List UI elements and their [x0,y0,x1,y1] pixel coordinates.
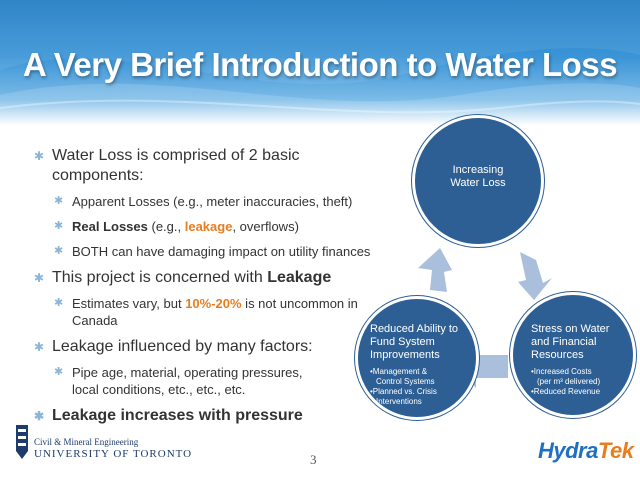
arrow-top-to-right [518,252,552,300]
slide-title: A Very Brief Introduction to Water Loss [22,46,618,83]
bullet-text: Pipe age, material, operating pressures, [72,365,303,380]
node-reduced-ability [355,296,479,420]
logo-part-hydra: Hydra [538,438,598,463]
bullet-text-highlight: leakage [184,219,233,234]
node-stress-on-resources [510,292,636,418]
node-increasing-water-loss [412,115,544,247]
bullet-text-bold: Real Losses [72,219,148,234]
node-label: Fund System [370,336,435,348]
arrow-left-to-top [418,248,452,292]
logo-part-tek: Tek [597,438,634,463]
bullet-star-icon: ✱ [54,195,64,207]
node-sub-label: Interventions [376,397,422,406]
node-sub-label: •Planned vs. Crisis [370,387,437,396]
node-label: Stress on Water [531,323,610,335]
node-label: and Financial [531,336,597,348]
bullet-text: Leakage influenced by many factors: [52,338,313,355]
bullet-star-icon: ✱ [34,271,45,285]
university-name: UNIVERSITY OF TORONTO [34,448,193,460]
bullet-star-icon: ✱ [54,220,64,232]
node-label: Increasing [452,164,504,176]
bullet-star-icon: ✱ [54,366,64,378]
bullet-text: Water Loss is comprised of 2 basic components: [52,147,300,184]
bullet-star-icon: ✱ [34,149,45,163]
node-sub-label: (per m³ delivered) [537,377,601,386]
bullet-text: is not uncommon in Canada [72,296,358,328]
node-label: Water Loss [450,177,506,189]
node-label: Reduced Ability to [370,323,459,335]
bullet-star-icon: ✱ [54,245,64,257]
hydratek-logo [538,438,633,464]
bullet-text: (e.g., [147,219,185,234]
bullet-text: This project is concerned with [52,269,268,286]
node-label: Improvements [370,349,440,361]
node-sub-label: •Reduced Revenue [531,387,601,396]
bullet-text: Estimates vary, but [72,296,186,311]
page-number: 3 [310,452,317,467]
bullet-star-icon: ✱ [34,409,45,423]
bullet-text: local conditions, etc., etc., etc. [72,382,246,397]
node-label: Resources [531,349,584,361]
bullet-star-icon: ✱ [34,340,45,354]
node-sub-label: •Management & [370,367,428,376]
bullet-text-bold: Leakage [267,269,332,286]
bullet-text: BOTH can have damaging impact on utility finances [72,244,371,259]
bullet-text-highlight: 10%-20% [185,296,242,311]
node-sub-label: •Increased Costs [531,367,592,376]
university-logo [34,437,192,461]
node-sub-label: Control Systems [376,377,435,386]
bullet-text: Apparent Losses (e.g., meter inaccuracies, theft) [72,194,353,209]
university-crest-icon [14,423,30,463]
bullet-text: , overflows) [232,219,299,234]
bullet-text: Leakage increases with pressure [52,407,303,424]
department-name: Civil & Mineral Engineering [34,437,139,447]
bullet-star-icon: ✱ [54,297,64,309]
